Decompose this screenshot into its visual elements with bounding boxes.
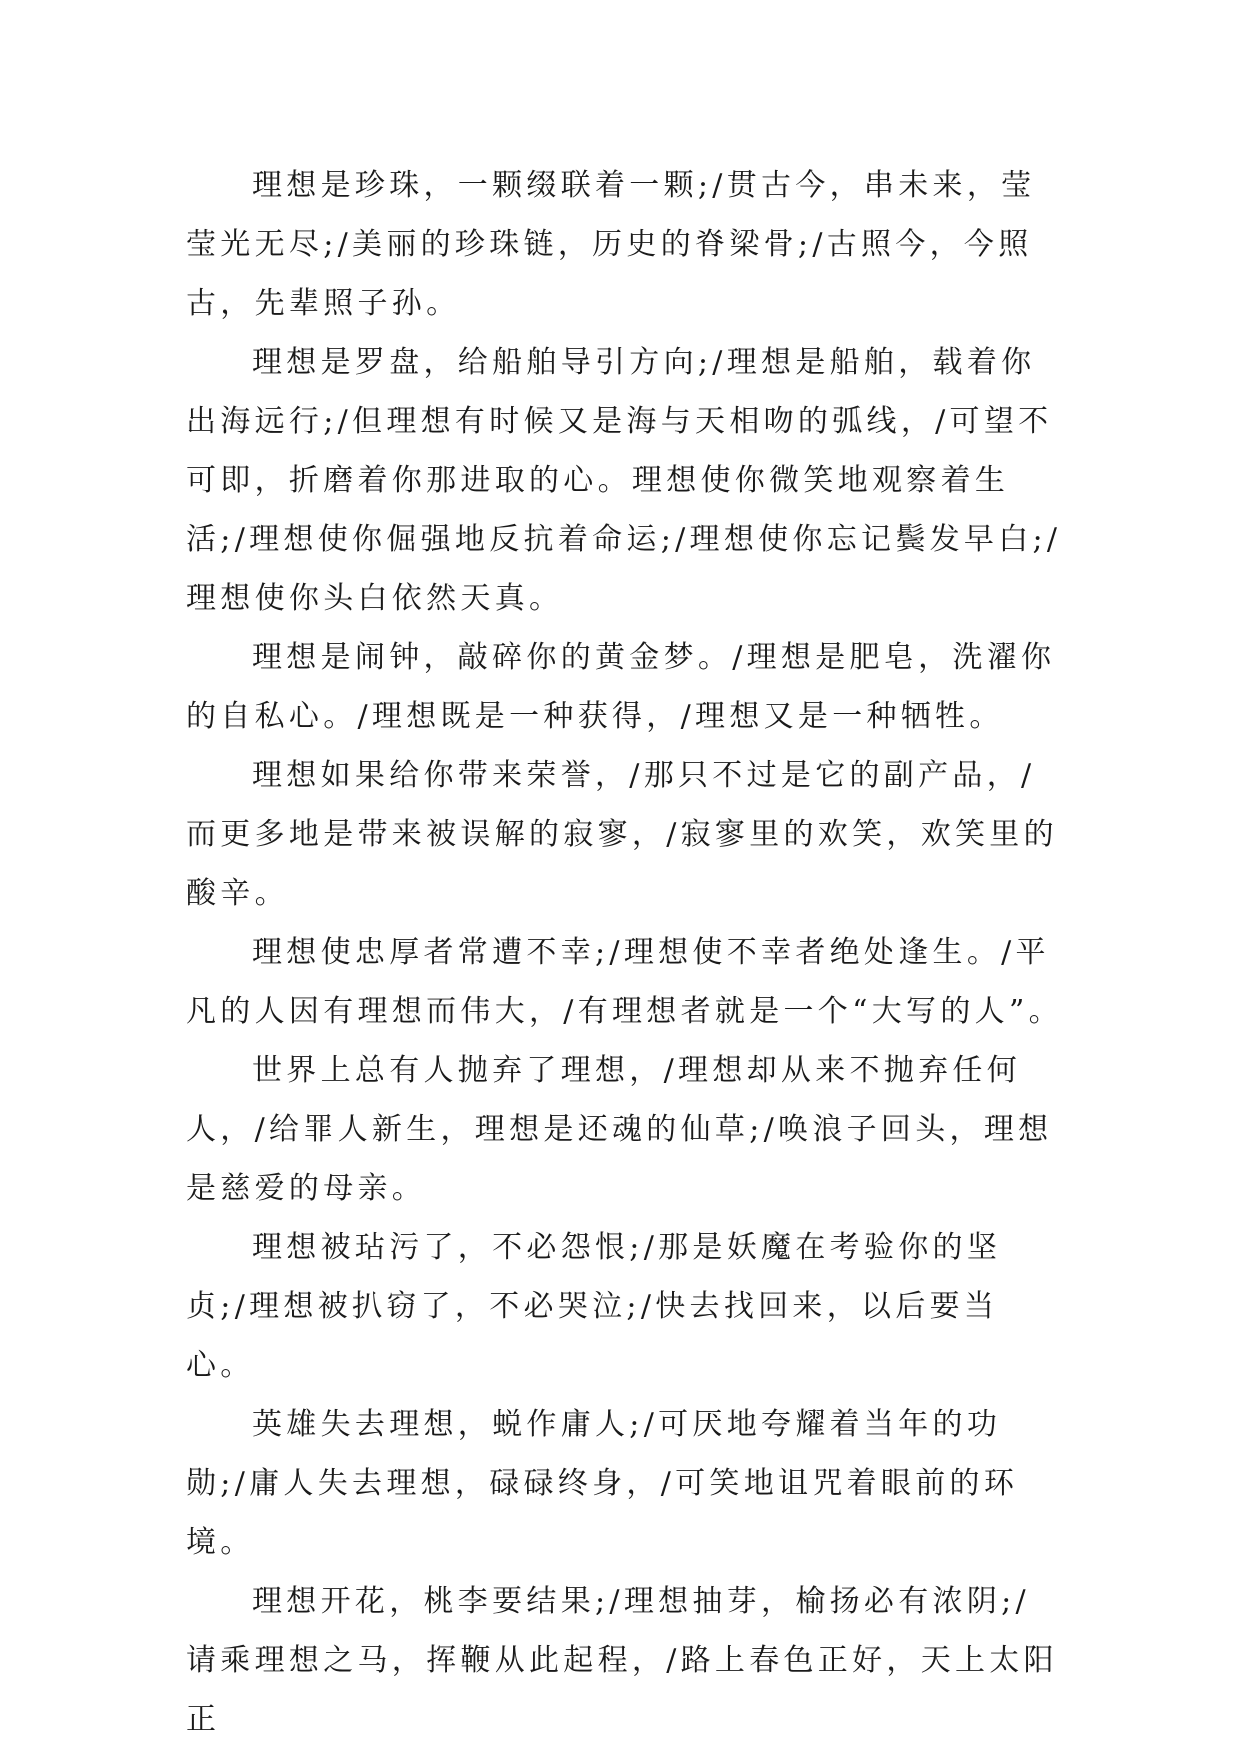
paragraph: 理想是罗盘，给船舶导引方向;/理想是船舶，载着你出海远行;/但理想有时候又是海与天相吻的弧线，/可望不可即，折磨着你那进取的心。理想使你微笑地观察着生活;/理想使你倔强地反抗着命运;/理想使你忘记鬓发早白;/理想使你头白依然天真。: [186, 345, 1062, 616]
paragraph: 世界上总有人抛弃了理想，/理想却从来不抛弃任何人，/给罪人新生，理想是还魂的仙草;/唤浪子回头，理想是慈爱的母亲。: [186, 1053, 1053, 1206]
paragraph: 理想如果给你带来荣誉，/那只不过是它的副产品，/而更多地是带来被误解的寂寥，/寂寥里的欢笑，欢笑里的酸辛。: [186, 758, 1058, 911]
paragraph: 英雄失去理想，蜕作庸人;/可厌地夸耀着当年的功勋;/庸人失去理想，碌碌终身，/可笑地诅咒着眼前的环境。: [186, 1407, 1019, 1560]
paragraph: 理想使忠厚者常遭不幸;/理想使不幸者绝处逢生。/平凡的人因有理想而伟大，/有理想者就是一个“大写的人”。: [186, 935, 1063, 1029]
paragraph: 理想开花，桃李要结果;/理想抽芽，榆扬必有浓阴;/请乘理想之马，挥鞭从此起程，/路上春色正好，天上太阳正: [186, 1584, 1058, 1737]
document-body: [186, 156, 1064, 1749]
paragraph: 理想是珍珠，一颗缀联着一颗;/贯古今，串未来，莹莹光无尽;/美丽的珍珠链，历史的脊梁骨;/古照今，今照古，先辈照子孙。: [186, 168, 1036, 321]
paragraph: 理想是闹钟，敲碎你的黄金梦。/理想是肥皂，洗濯你的自私心。/理想既是一种获得，/理想又是一种牺牲。: [186, 640, 1056, 734]
paragraph: 理想被玷污了，不必怨恨;/那是妖魔在考验你的坚贞;/理想被扒窃了，不必哭泣;/快去找回来，以后要当心。: [186, 1230, 1002, 1383]
